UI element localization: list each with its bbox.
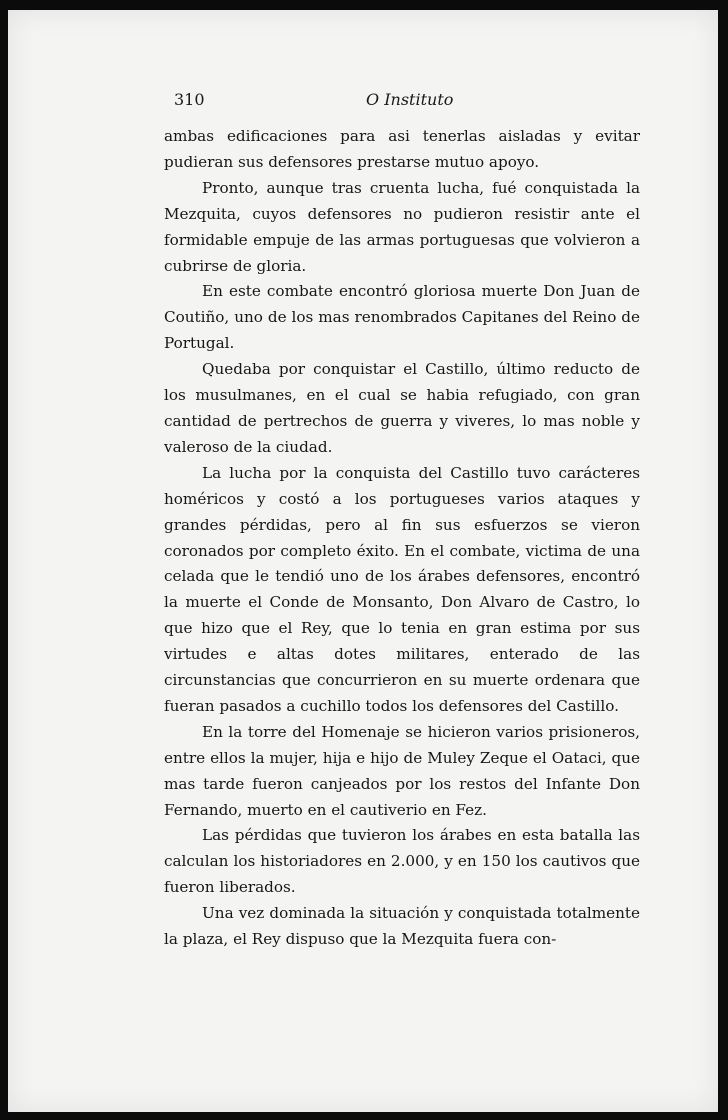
body-text xyxy=(164,124,640,953)
page-header xyxy=(166,90,646,114)
paragraph: En este combate encontró gloriosa muerte Don Juan de Coutiño, uno de los mas renombrados Capitanes del Reino de Portugal. xyxy=(164,282,640,353)
paragraph: En la torre del Homenaje se hicieron varios prisioneros, entre ellos la mujer, hija e hijo de Muley Zeque el Oataci, que mas tarde fueron canjeados por los restos del Infante Don Fernando, muerto en el cautiverio en Fez. xyxy=(164,722,640,819)
paragraph: Una vez dominada la situación y conquistada totalmente la plaza, el Rey dispuso que la Mezquita fuera con- xyxy=(164,904,640,949)
running-title: O Instituto xyxy=(366,90,454,109)
paragraph: La lucha por la conquista del Castillo tuvo carácteres homéricos y costó a los portugueses varios ataques y grandes pérdidas, pero al fin sus esfuerzos se vieron coronados por completo éxito. En el combate, victima de una celada que le tendió uno de los árabes defensores, encontró la muerte el Conde de Monsanto, Don Alvaro de Castro, lo que hizo que el Rey, que lo tenia en gran estima por sus virtudes e altas dotes militares, enterado de las circunstancias que concurrieron en su muerte ordenara que fueran pasados a cuchillo todos los defensores del Castillo. xyxy=(164,463,640,715)
paragraph: Pronto, aunque tras cruenta lucha, fué conquistada la Mezquita, cuyos defensores no pudieron resistir ante el formidable empuje de las armas portuguesas que volvieron a cubrirse de gloria. xyxy=(164,178,640,275)
page-number: 310 xyxy=(174,90,205,109)
paragraph: ambas edificaciones para asi tenerlas aisladas y evitar pudieran sus defensores prestarse mutuo apoyo. xyxy=(164,127,640,171)
paragraph: Las pérdidas que tuvieron los árabes en esta batalla las calculan los historiadores en 2.000, y en 150 los cautivos que fueron liberados. xyxy=(164,826,640,897)
paragraph: Quedaba por conquistar el Castillo, último reducto de los musulmanes, en el cual se habia refugiado, con gran cantidad de pertrechos de guerra y viveres, lo mas noble y valeroso de la ciudad. xyxy=(164,360,640,456)
